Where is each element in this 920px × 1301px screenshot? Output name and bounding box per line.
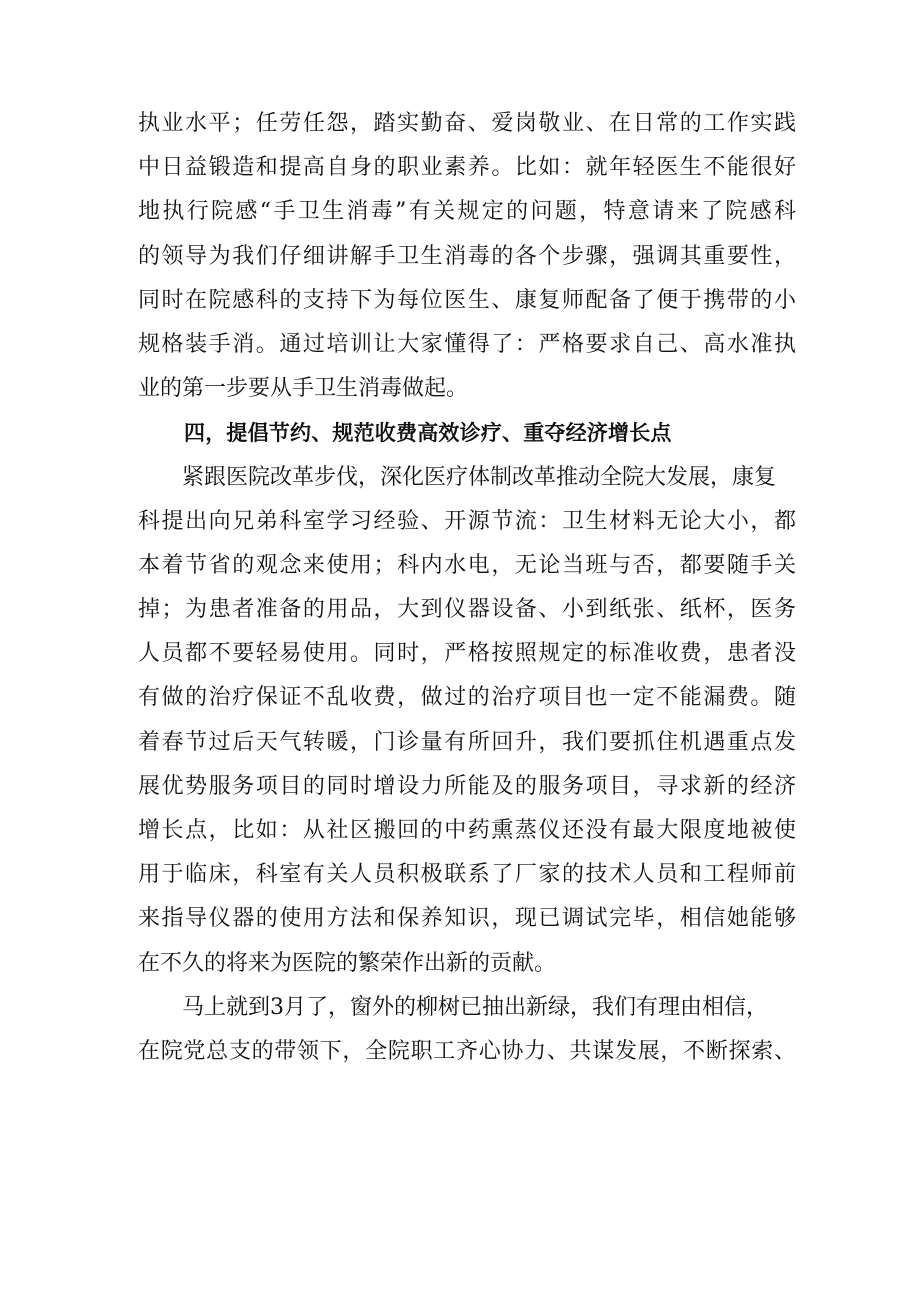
text-line: 科提出向兄弟科室学习经验、开源节流：卫生材料无论大小，都 (138, 508, 796, 534)
text-line: 规格装手消。通过培训让大家懂得了：严格要求自己、高水准执 (138, 331, 796, 357)
text-line: 地执行院感“手卫生消毒”有关规定的问题，特意请来了院感科 (138, 199, 796, 225)
section-heading: 四，提倡节约、规范收费高效诊疗、重夺经济增长点 (184, 421, 672, 446)
text-line: 执业水平；任劳任怨，踏实勤奋、爱岗敬业、在日常的工作实践 (138, 111, 796, 136)
text-line: 同时在院感科的支持下为每位医生、康复师配备了便于携带的小 (138, 287, 796, 313)
text-line: 在不久的将来为医院的繁荣作出新的贡献。 (138, 950, 557, 976)
text-line: 的领导为我们仔细讲解手卫生消毒的各个步骤，强调其重要性， (138, 243, 796, 269)
text-line: 业的第一步要从手卫生消毒做起。 (138, 376, 469, 402)
text-line: 中日益锻造和提高自身的职业素养。比如：就年轻医生不能很好 (138, 155, 796, 181)
text-line: 增长点，比如：从社区搬回的中药熏蒸仪还没有最大限度地被使 (138, 818, 796, 843)
text-line: 紧跟医院改革步伐，深化医疗体制改革推动全院大发展，康复 (182, 464, 777, 490)
text-line: 掉；为患者准备的用品，大到仪器设备、小到纸张、纸杯，医务 (138, 597, 796, 623)
document-body (0, 102, 920, 1074)
text-line: 来指导仪器的使用方法和保养知识，现已调试完毕，相信她能够 (138, 906, 796, 932)
text-line: 人员都不要轻易使用。同时，严格按照规定的标准收费，患者没 (138, 641, 796, 667)
text-line: 有做的治疗保证不乱收费，做过的治疗项目也一定不能漏费。随 (138, 685, 796, 711)
text-line: 着春节过后天气转暖，门诊量有所回升，我们要抓住机遇重点发 (138, 729, 796, 755)
text-line: 展优势服务项目的同时增设力所能及的服务项目，寻求新的经济 (138, 773, 796, 799)
text-line: 马上就到3月了，窗外的柳树已抽出新绿，我们有理由相信， (182, 994, 768, 1020)
text-line: 在院党总支的带领下，全院职工齐心协力、共谋发展，不断探索、 (138, 1038, 796, 1064)
text-line: 用于临床，科室有关人员积极联系了厂家的技术人员和工程师前 (138, 862, 796, 888)
text-line: 本着节省的观念来使用；科内水电，无论当班与否，都要随手关 (138, 552, 796, 578)
